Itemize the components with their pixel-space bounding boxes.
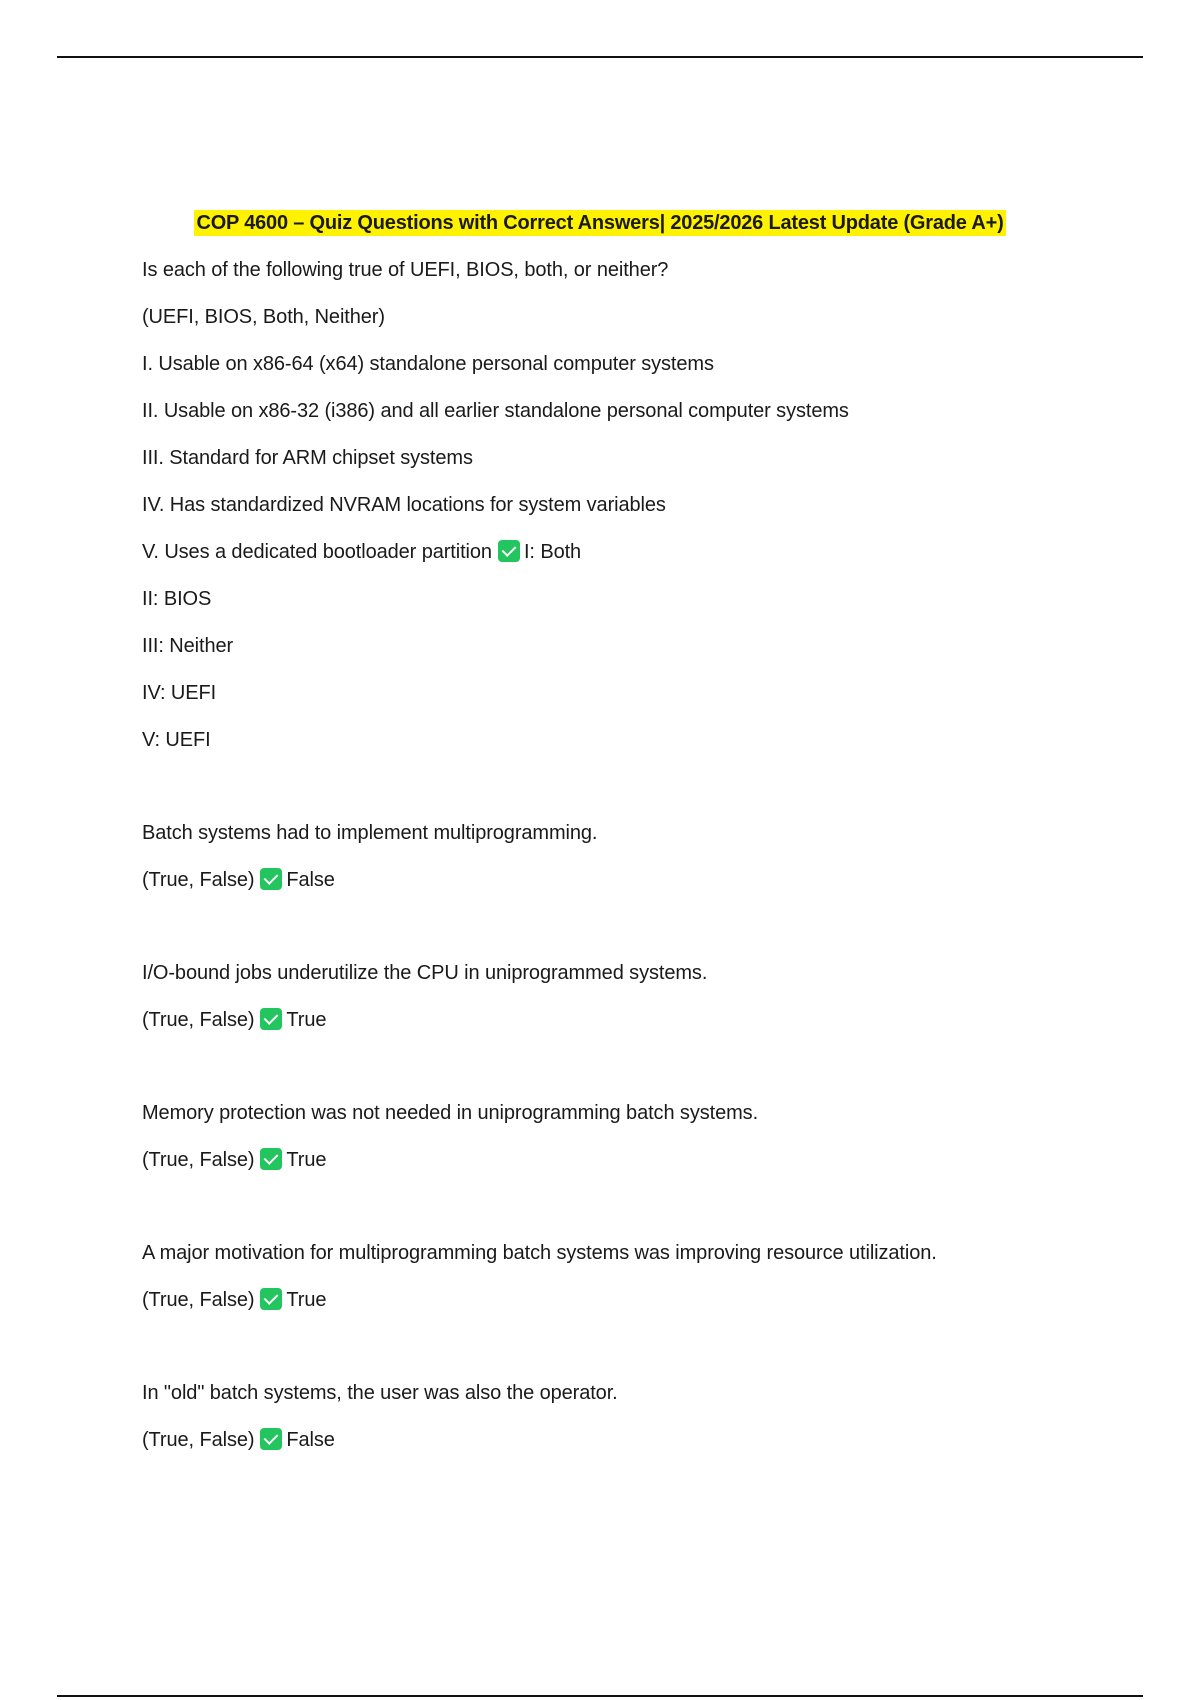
question-1-item: II. Usable on x86-32 (i386) and all earlier standalone personal computer systems <box>142 400 849 422</box>
answer-value: True <box>286 1289 327 1311</box>
checkmark-icon <box>260 1428 282 1450</box>
checkmark-icon <box>260 1288 282 1310</box>
question-prompt: I/O-bound jobs underutilize the CPU in uniprogrammed systems. <box>142 962 708 984</box>
spacer <box>142 1195 1082 1241</box>
title-row <box>0 212 1200 235</box>
answer-line <box>142 1148 1082 1172</box>
question-prompt: In "old" batch systems, the user was also the operator. <box>142 1382 618 1404</box>
answer-value: False <box>286 869 335 891</box>
spacer <box>142 1055 1082 1101</box>
spacer <box>142 915 1082 961</box>
document-body <box>142 212 1082 1475</box>
question-1-options: (UEFI, BIOS, Both, Neither) <box>142 306 385 328</box>
question-1-answer: III: Neither <box>142 635 234 657</box>
checkmark-icon <box>498 540 520 562</box>
question-prompt: Memory protection was not needed in uniprogramming batch systems. <box>142 1102 759 1124</box>
checkmark-icon <box>260 868 282 890</box>
answer-options: (True, False) <box>142 869 255 891</box>
answer-options: (True, False) <box>142 1289 255 1311</box>
answer-line <box>142 1288 1082 1312</box>
question-1-item: V. Uses a dedicated bootloader partition <box>142 541 492 563</box>
spacer <box>142 775 1082 821</box>
footer-rule <box>57 1695 1143 1697</box>
checkmark-icon <box>260 1008 282 1030</box>
answer-value: True <box>286 1009 327 1031</box>
question-prompt: Batch systems had to implement multiprogramming. <box>142 822 598 844</box>
question-1-item: IV. Has standardized NVRAM locations for system variables <box>142 494 666 516</box>
question-1-answer: II: BIOS <box>142 588 212 610</box>
document-title: COP 4600 – Quiz Questions with Correct Answers| 2025/2026 Latest Update (Grade A+) <box>196 212 1004 234</box>
answer-line <box>142 1428 1082 1452</box>
answer-options: (True, False) <box>142 1149 255 1171</box>
question-prompt: A major motivation for multiprogramming batch systems was improving resource utilization. <box>142 1242 937 1264</box>
question-1-item: I. Usable on x86-64 (x64) standalone personal computer systems <box>142 353 714 375</box>
answer-options: (True, False) <box>142 1429 255 1451</box>
header-rule <box>57 56 1143 58</box>
question-1-answer: I: Both <box>523 541 582 563</box>
question-1-answer: V: UEFI <box>142 729 211 751</box>
spacer <box>142 1335 1082 1381</box>
checkmark-icon <box>260 1148 282 1170</box>
question-1-item-with-answer <box>142 540 1082 564</box>
question-1-item: III. Standard for ARM chipset systems <box>142 447 473 469</box>
answer-line <box>142 868 1082 892</box>
answer-value: False <box>286 1429 335 1451</box>
answer-line <box>142 1008 1082 1032</box>
answer-options: (True, False) <box>142 1009 255 1031</box>
question-1-answer: IV: UEFI <box>142 682 217 704</box>
question-1-prompt: Is each of the following true of UEFI, BIOS, both, or neither? <box>142 259 669 281</box>
answer-value: True <box>286 1149 327 1171</box>
